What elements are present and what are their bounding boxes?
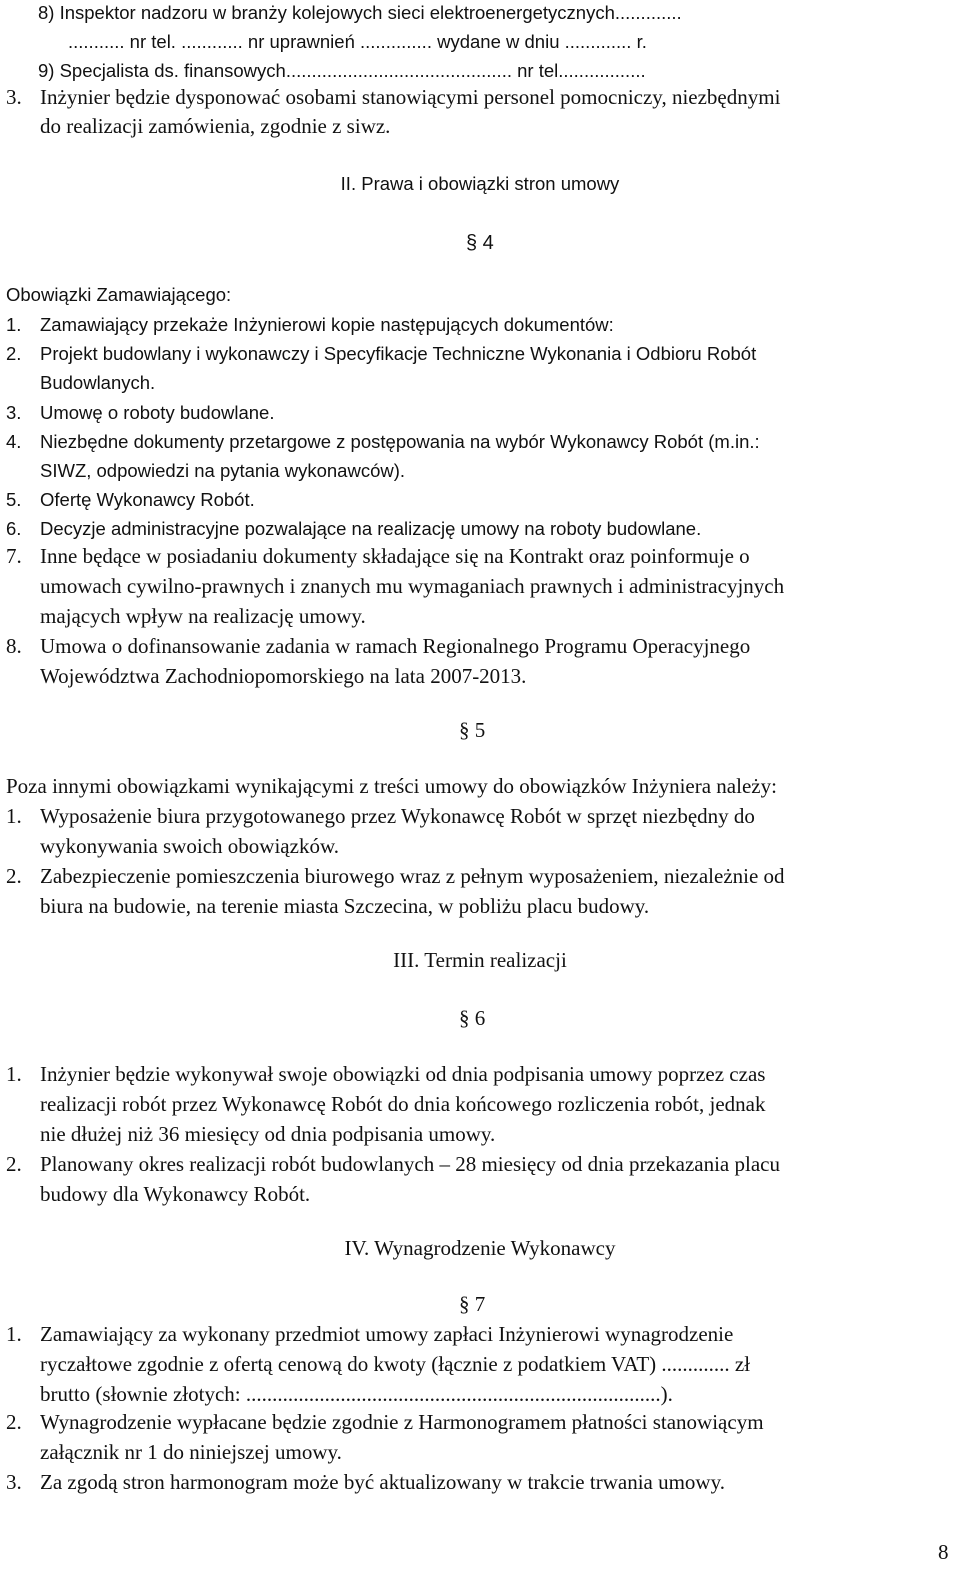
text-line: Ofertę Wykonawcy Robót.: [40, 489, 255, 511]
text-line: Zamawiający za wykonany przedmiot umowy zapłaci Inżynierowi wynagrodzenie: [40, 1322, 734, 1346]
list-number: 2.: [6, 864, 22, 888]
text-line: realizacji robót przez Wykonawcę Robót do dnia końcowego rozliczenia robót, jednak: [40, 1092, 766, 1116]
list-number: 1.: [6, 314, 22, 335]
text-line: Inne będące w posiadaniu dokumenty składające się na Kontrakt oraz poinformuje o: [40, 544, 750, 568]
list-number: 1.: [6, 1062, 22, 1086]
list-number: 2.: [6, 1152, 22, 1176]
paragraph-mark: § 7: [459, 1292, 486, 1316]
text-line: SIWZ, odpowiedzi na pytania wykonawców).: [40, 460, 406, 481]
text-line: budowy dla Wykonawcy Robót.: [40, 1182, 311, 1206]
list-number: 6.: [6, 518, 22, 540]
paragraph-mark: § 5: [459, 718, 486, 742]
text-line: Zabezpieczenie pomieszczenia biurowego wraz z pełnym wyposażeniem, niezależnie od: [40, 864, 785, 888]
section-heading: IV. Wynagrodzenie Wykonawcy: [344, 1236, 616, 1260]
section-heading: III. Termin realizacji: [393, 948, 567, 972]
page-number: 8: [938, 1540, 949, 1564]
list-number: 3.: [6, 85, 22, 109]
lead-text: Poza innymi obowiązkami wynikającymi z treści umowy do obowiązków Inżyniera należy:: [6, 774, 777, 798]
paragraph-mark: § 4: [466, 232, 494, 254]
text-line: Zamawiający przekaże Inżynierowi kopie następujących dokumentów:: [40, 314, 614, 335]
text-line: Niezbędne dokumenty przetargowe z postępowania na wybór Wykonawcy Robót (m.in.:: [40, 430, 760, 452]
text-line: brutto (słownie złotych: ...............................................................................).: [40, 1382, 673, 1406]
text-line: Inżynier będzie dysponować osobami stanowiącymi personel pomocniczy, niezbędnymi: [40, 85, 781, 109]
lead-text: Obowiązki Zamawiającego:: [6, 284, 232, 305]
text-line: Projekt budowlany i wykonawczy i Specyfikacje Techniczne Wykonania i Odbioru Robót: [40, 343, 757, 365]
text-line: ryczałtowe zgodnie z ofertą cenową do kwoty (łącznie z podatkiem VAT) ............. zł: [40, 1352, 751, 1376]
section-heading: II. Prawa i obowiązki stron umowy: [340, 173, 620, 194]
text-line: 9) Specjalista ds. finansowych............................................ nr tel.................: [38, 60, 646, 81]
list-number: 1.: [6, 1322, 22, 1346]
text-line: biura na budowie, na terenie miasta Szczecina, w pobliżu placu budowy.: [40, 894, 650, 918]
list-number: 7.: [6, 544, 22, 568]
list-number: 3.: [6, 401, 22, 423]
text-line: nie dłużej niż 36 miesięcy od dnia podpisania umowy.: [40, 1122, 496, 1146]
list-number: 5.: [6, 489, 22, 511]
list-number: 3.: [6, 1470, 22, 1494]
text-line: Za zgodą stron harmonogram może być aktualizowany w trakcie trwania umowy.: [40, 1470, 725, 1494]
text-line: Województwa Zachodniopomorskiego na lata 2007-2013.: [40, 664, 527, 688]
text-line: Umowę o roboty budowlane.: [40, 401, 275, 423]
list-number: 1.: [6, 804, 22, 828]
list-number: 8.: [6, 634, 22, 658]
text-line: 8) Inspektor nadzoru w branży kolejowych sieci elektroenergetycznych.............: [38, 2, 682, 23]
text-line: Decyzje administracyjne pozwalające na realizację umowy na roboty budowlane.: [40, 518, 702, 540]
text-line: Inżynier będzie wykonywał swoje obowiązki od dnia podpisania umowy poprzez czas: [40, 1062, 766, 1086]
list-number: 2.: [6, 1410, 22, 1434]
text-line: mających wpływ na realizację umowy.: [40, 604, 366, 628]
text-line: załącznik nr 1 do niniejszej umowy.: [40, 1440, 342, 1464]
text-line: Umowa o dofinansowanie zadania w ramach Regionalnego Programu Operacyjnego: [40, 634, 751, 658]
text-line: Wyposażenie biura przygotowanego przez Wykonawcę Robót w sprzęt niezbędny do: [40, 804, 755, 828]
text-line: Planowany okres realizacji robót budowlanych – 28 miesięcy od dnia przekazania placu: [40, 1152, 780, 1176]
text-line: umowach cywilno-prawnych i znanych mu wymaganiach prawnych i administracyjnych: [40, 574, 785, 598]
text-line: Budowlanych.: [40, 372, 156, 394]
list-number: 2.: [6, 343, 22, 365]
text-line: wykonywania swoich obowiązków.: [40, 834, 339, 858]
list-number: 4.: [6, 430, 22, 452]
text-line: do realizacji zamówienia, zgodnie z siwz.: [40, 114, 391, 138]
text-line: ........... nr tel. ............ nr uprawnień .............. wydane w dniu ............. r.: [68, 31, 647, 52]
text-line: Wynagrodzenie wypłacane będzie zgodnie z Harmonogramem płatności stanowiącym: [40, 1410, 764, 1434]
paragraph-mark: § 6: [459, 1006, 486, 1030]
